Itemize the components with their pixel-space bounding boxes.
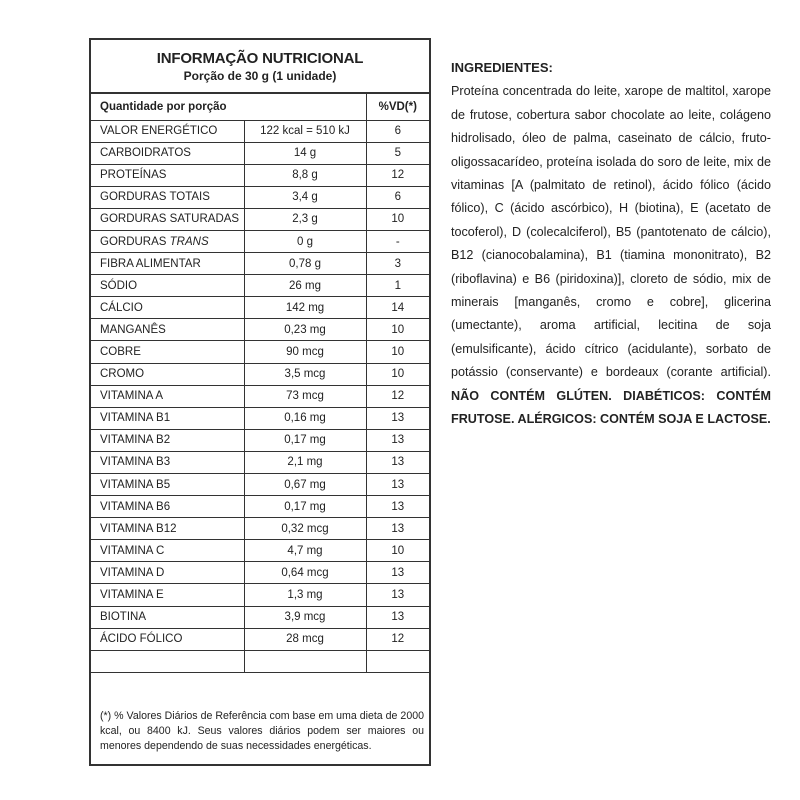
column-header-vd: %VD(*) [366,94,429,120]
table-row [91,518,429,540]
nutrient-name: VITAMINA B1 [91,407,244,429]
nutrient-amount: 90 mcg [244,341,366,363]
nutrient-name: VITAMINA B3 [91,451,244,473]
nutrient-vd: 10 [366,319,429,341]
nutrient-name: BIOTINA [91,606,244,628]
table-row [91,606,429,628]
nutrient-amount: 26 mg [244,275,366,297]
nutrient-amount: 3,5 mcg [244,363,366,385]
nutrient-vd: 13 [366,474,429,496]
nutrient-name: GORDURAS TRANS [91,230,244,252]
nutrient-vd: 12 [366,164,429,186]
nutrient-vd: 14 [366,297,429,319]
nutrient-name: SÓDIO [91,275,244,297]
nutrient-amount: 3,9 mcg [244,606,366,628]
empty-cell [366,650,429,672]
nutrient-vd: 10 [366,208,429,230]
table-row [91,628,429,650]
nutrient-name: CARBOIDRATOS [91,142,244,164]
nutrient-vd: 13 [366,518,429,540]
table-row [91,429,429,451]
nutrient-amount: 73 mcg [244,385,366,407]
table-row [91,385,429,407]
table-row [91,584,429,606]
nutrient-name: VITAMINA C [91,540,244,562]
nutrient-amount: 0,67 mg [244,474,366,496]
nutrient-vd: 13 [366,407,429,429]
nutrient-name: VITAMINA B2 [91,429,244,451]
serving-size: Porção de 30 g (1 unidade) [183,69,337,83]
table-row [91,230,429,252]
nutrient-amount: 1,3 mg [244,584,366,606]
nutrient-vd: 1 [366,275,429,297]
ingredients-title: INGREDIENTES: [451,60,553,75]
nutrient-vd: 12 [366,385,429,407]
table-row [91,253,429,275]
nutrient-amount: 0,17 mg [244,429,366,451]
table-row [91,297,429,319]
nutrition-title: INFORMAÇÃO NUTRICIONAL [156,50,364,67]
nutrient-name: GORDURAS TOTAIS [91,186,244,208]
table-header-row [91,94,429,120]
nutrient-amount: 122 kcal = 510 kJ [244,120,366,142]
table-row [91,164,429,186]
nutrient-name: VITAMINA A [91,385,244,407]
nutrient-vd: 6 [366,120,429,142]
table-row [91,341,429,363]
nutrient-amount: 3,4 g [244,186,366,208]
nutrient-amount: 0 g [244,230,366,252]
nutrient-name: VITAMINA B6 [91,496,244,518]
nutrient-name-italic: TRANS [169,235,209,248]
nutrient-amount: 4,7 mg [244,540,366,562]
nutrient-name: GORDURAS SATURADAS [91,208,244,230]
nutrient-amount: 0,23 mg [244,319,366,341]
nutrient-amount: 0,78 g [244,253,366,275]
nutrient-amount: 28 mcg [244,628,366,650]
table-row [91,319,429,341]
nutrient-vd: 10 [366,341,429,363]
nutrient-amount: 0,32 mcg [244,518,366,540]
nutrient-vd: - [366,230,429,252]
nutrient-amount: 8,8 g [244,164,366,186]
ingredients-text: Proteína concentrada do leite, xarope de maltitol, xarope de frutose, cobertura sabor chocolate ao leite, colágeno hidrolisado, óleo de palma, caseinato de cálcio, fruto-oligossacarídeo, proteína isolada do soro de leite, mix de vitaminas [A (palmitato de retinol), ácido fólico (ácido fólico), C (ácido ascórbico), H (biotina), E (acetato de tocoferol), D (colecalciferol), B5 (pantotenato de cálcio), B12 (cianocobalamina), B1 (tiamina mononitrato), B2 (riboflavina) e B6 (piridoxina)], cloreto de sódio, mix de minerais [manganês, cromo e cobre], glicerina (umectante), aroma artificial, lecitina de soja (emulsificante), ácido cítrico (acidulante), sorbato de potássio (conservante) e bordeaux (corante artificial). [451,84,771,380]
nutrient-name: CÁLCIO [91,297,244,319]
nutrient-name: ÁCIDO FÓLICO [91,628,244,650]
nutrient-amount: 0,16 mg [244,407,366,429]
nutrient-name: VALOR ENERGÉTICO [91,120,244,142]
allergen-warning: NÃO CONTÉM GLÚTEN. DIABÉTICOS: CONTÉM FRUTOSE. ALÉRGICOS: CONTÉM SOJA E LACTOSE. [451,388,771,427]
ingredients-block [451,56,771,432]
nutrient-name: VITAMINA D [91,562,244,584]
nutrient-name: VITAMINA B5 [91,474,244,496]
nutrient-name: MANGANÊS [91,319,244,341]
nutrient-name: COBRE [91,341,244,363]
empty-row [91,650,429,672]
nutrient-vd: 13 [366,451,429,473]
empty-cell [91,650,244,672]
nutrition-header [91,40,429,94]
nutrient-vd: 3 [366,253,429,275]
nutrient-amount: 14 g [244,142,366,164]
table-row [91,142,429,164]
nutrient-name: FIBRA ALIMENTAR [91,253,244,275]
nutrient-vd: 13 [366,429,429,451]
table-row [91,363,429,385]
nutrient-vd: 6 [366,186,429,208]
nutrient-amount: 2,1 mg [244,451,366,473]
table-row [91,186,429,208]
nutrient-vd: 5 [366,142,429,164]
nutrient-name: VITAMINA E [91,584,244,606]
table-row [91,451,429,473]
nutrient-amount: 0,17 mg [244,496,366,518]
nutrient-vd: 13 [366,496,429,518]
table-row [91,540,429,562]
nutrition-table-body [91,120,429,672]
table-row [91,120,429,142]
nutrient-amount: 142 mg [244,297,366,319]
nutrition-facts-panel [89,38,431,766]
nutrient-amount: 2,3 g [244,208,366,230]
table-row [91,474,429,496]
nutrient-vd: 10 [366,363,429,385]
nutrient-vd: 13 [366,584,429,606]
nutrient-vd: 13 [366,562,429,584]
nutrient-vd: 13 [366,606,429,628]
nutrient-name: VITAMINA B12 [91,518,244,540]
column-header-quantity: Quantidade por porção [91,94,366,120]
nutrient-name: CROMO [91,363,244,385]
table-row [91,496,429,518]
vd-footnote: (*) % Valores Diários de Referência com base em uma dieta de 2000 kcal, ou 8400 kJ. Seus valores diários podem ser maiores ou menores dependendo de suas necessidades energéticas. [100,710,424,752]
table-row [91,562,429,584]
nutrient-name: PROTEÍNAS [91,164,244,186]
table-row [91,407,429,429]
table-row [91,275,429,297]
nutrient-vd: 12 [366,628,429,650]
nutrient-vd: 10 [366,540,429,562]
table-row [91,208,429,230]
nutrient-amount: 0,64 mcg [244,562,366,584]
empty-cell [244,650,366,672]
nutrition-table [91,94,429,673]
